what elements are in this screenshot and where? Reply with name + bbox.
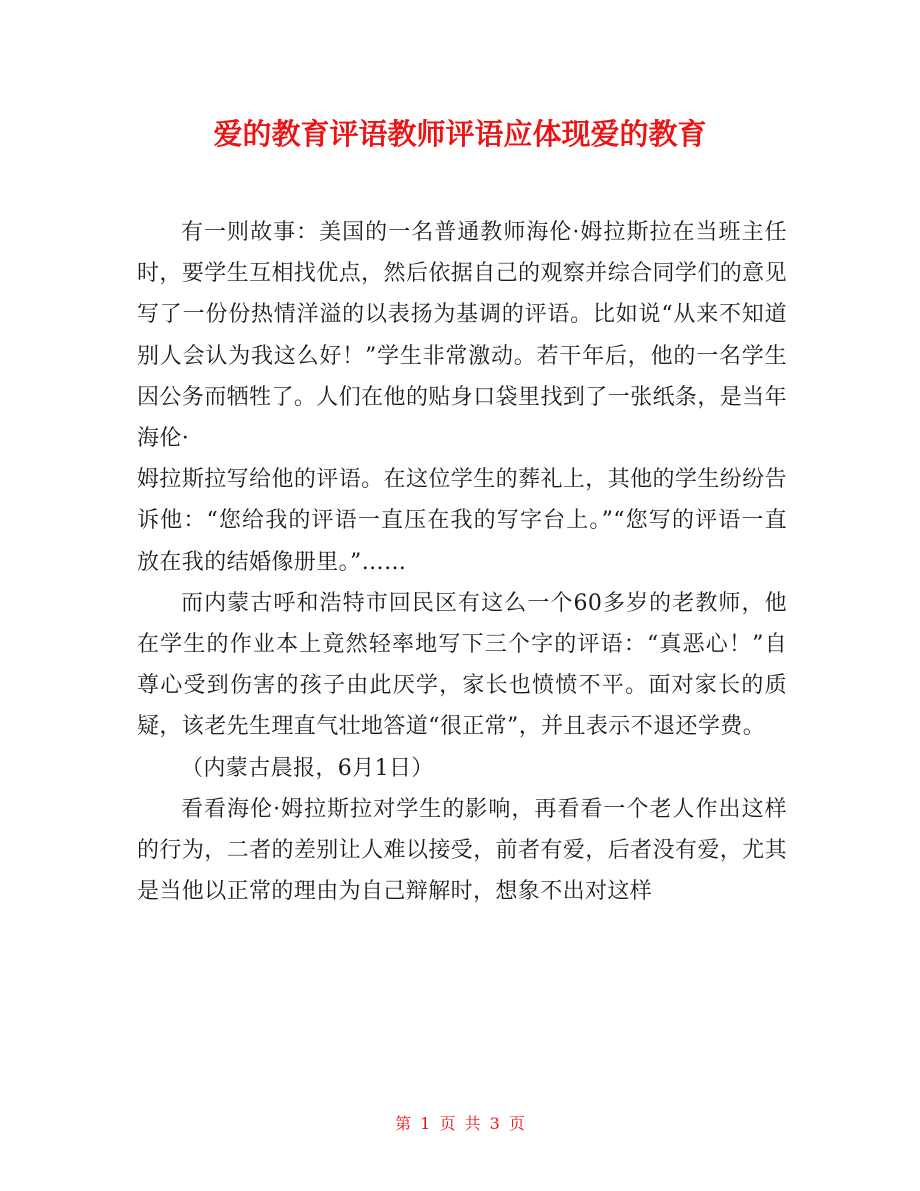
paragraph-inner-mongolia: 而内蒙古呼和浩特市回民区有这么一个60多岁的老教师，他在学生的作业本上竟然轻率地写下三个字的评语：“真恶心！”自尊心受到伤害的孩子由此厌学，家长也愤愤不平。面对家长的质疑，该老先生理直气壮地答道“很正常”，并且表示不退还学费。 bbox=[137, 590, 787, 740]
paragraph-story-continued: 姆拉斯拉写给他的评语。在这位学生的葬礼上，其他的学生纷纷告诉他：“您给我的评语一直压在我的写字台上。”“您写的评语一直放在我的结婚像册里。”…… bbox=[137, 467, 787, 575]
document-body bbox=[137, 212, 787, 912]
paragraph-story: 有一则故事：美国的一名普通教师海伦·姆拉斯拉在当班主任时，要学生互相找优点，然后依据自己的观察并综合同学们的意见写了一份份热情洋溢的以表扬为基调的评语。比如说“从来不知道别人会认为我这么好！”学生非常激动。若干年后，他的一名学生因公务而牺牲了。人们在他的贴身口袋里找到了一张纸条，是当年海伦· bbox=[137, 220, 787, 452]
page-number-footer: 第 1 页 共 3 页 bbox=[395, 1114, 525, 1133]
document-title: 爱的教育评语教师评语应体现爱的教育 bbox=[213, 117, 707, 151]
paragraph-source: （内蒙古晨报，6月1日） bbox=[181, 755, 434, 781]
paragraph-comparison: 看看海伦·姆拉斯拉对学生的影响，再看看一个老人作出这样的行为，二者的差别让人难以接受，前者有爱，后者没有爱，尤其是当他以正常的理由为自己辩解时，想象不出对这样 bbox=[137, 796, 787, 905]
